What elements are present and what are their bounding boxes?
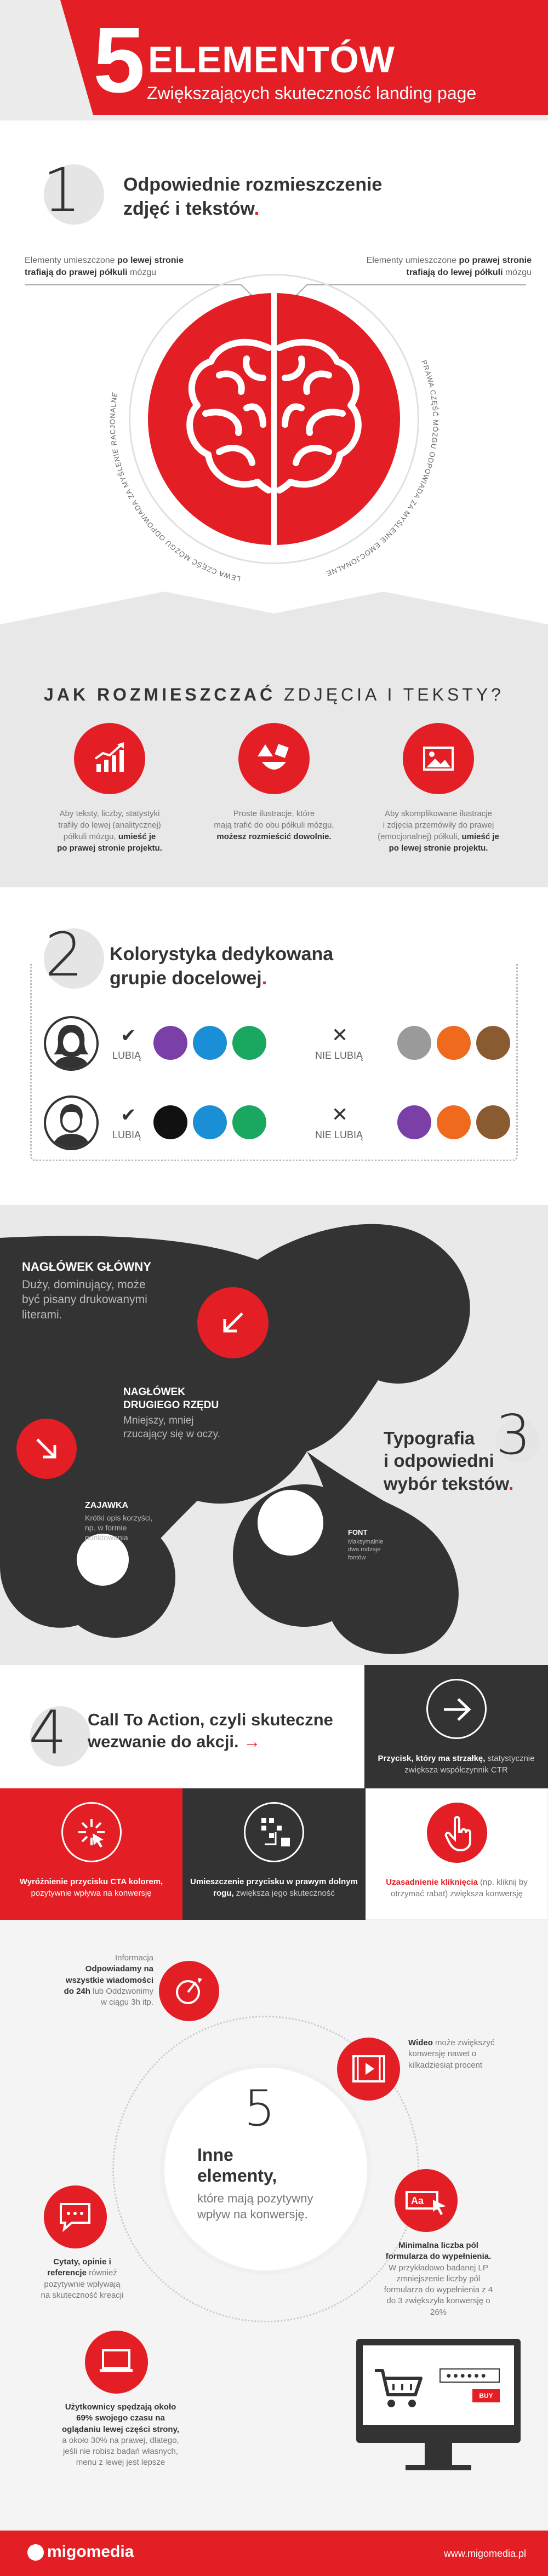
section-number: 1 [43, 155, 81, 225]
swatch-grey [397, 1026, 431, 1060]
swatch-brown [476, 1026, 510, 1060]
note-right: Elementy umieszczone po prawej stronie trafiają do lewej półkuli mózgu [366, 256, 532, 277]
section-title [123, 173, 382, 221]
section-image-text-placement [0, 121, 548, 630]
header-subtitle: Zwiększających skuteczność landing page [147, 83, 477, 103]
cart-icon [374, 2367, 423, 2411]
swatch-blue [193, 1105, 227, 1139]
colors-row-male [44, 1095, 515, 1150]
cross-icon: ✕ [332, 1024, 349, 1046]
logo-mark-icon [27, 2544, 44, 2561]
cta-color-box [0, 1788, 182, 1920]
howto-text-3: Aby skomplikowane ilustracje i zdjęcia przemówiły do prawej (emocjonalnej) półkuli, umieść je po lewej stronie projektu. [378, 809, 499, 853]
monitor-screen [363, 2345, 514, 2425]
section-other-elements [0, 1920, 548, 2576]
reviews-text: Cytaty, opinie i referencje również pozytywnie wpływają na skuteczność kreacji [41, 2257, 124, 2300]
lead-label: ZAJAWKA [85, 1501, 129, 1510]
footer-logo[interactable]: migomedia [27, 2543, 134, 2561]
cross-icon: ✕ [332, 1103, 349, 1126]
h1-desc: Duży, dominujący, może być pisany drukowanymi literami. [22, 1278, 147, 1321]
note-left: Elementy umieszczone po lewej stronie trafiają do prawej półkuli mózgu [25, 256, 184, 277]
white-circle-dot [258, 1490, 323, 1556]
section-title-line1: Odpowiednie rozmieszczenie [123, 174, 383, 195]
section-colors [0, 898, 548, 1205]
form-fields-text: Minimalna liczba pól formularza do wypełnienia. W przykładowo badanej LP zmniejszenie liczby pól formularza do wypełnienia z 4 do 3 zwiększyła konwersję o 26% [384, 2241, 493, 2317]
section-title: Typografia i odpowiedni wybór tekstów . [384, 1427, 513, 1495]
curved-labels [66, 263, 482, 603]
clock-arrow-icon [159, 1961, 219, 2021]
svg-text:PRAWA CZĘŚĆ MÓZGU ODPOWIADA ZA [325, 359, 439, 578]
swatch-green [232, 1105, 266, 1139]
like-label: LUBIĄ [112, 1129, 141, 1140]
swatch-blue [193, 1026, 227, 1060]
buy-button[interactable]: BUY [472, 2389, 500, 2402]
swatch-purple [397, 1105, 431, 1139]
header-number: 5 [93, 8, 145, 112]
curve-label-left: LEWA CZĘŚĆ MÓZGU ODPOWIADA ZA MYŚLENIE RACJONALNE [108, 391, 242, 583]
hand-click-icon [427, 1803, 487, 1863]
colors-row-female [44, 1016, 515, 1071]
cta-position-text: Umieszczenie przycisku w prawym dolnym rogu, zwiększa jego skuteczność [190, 1877, 358, 1898]
cta-arrow-text: Przycisk, który ma strzałkę, statystycznie zwiększa współczynnik CTR [378, 1754, 535, 1775]
header-title: ELEMENTÓW [148, 39, 395, 81]
section-typography [0, 1205, 548, 1665]
cta-reason-text: Uzasadnienie kliknięcia (np. kliknij by otrzymać rabat) zwiększa konwersję [386, 1878, 528, 1898]
cta-reason-box [366, 1788, 548, 1920]
male-avatar-icon [44, 1095, 99, 1150]
swatch-black [153, 1105, 187, 1139]
swatch-orange [437, 1026, 471, 1060]
footer-url[interactable]: www.migomedia.pl [443, 2548, 526, 2559]
check-icon: ✔ [121, 1025, 136, 1046]
password-field: ●●●●●● [439, 2368, 500, 2383]
font-desc: Maksymalnie dwa rodzaje fontów [348, 1539, 384, 1561]
dislike-label: NIE LUBIĄ [315, 1050, 363, 1061]
svg-text:LEWA CZĘŚĆ MÓZGU ODPOWIADA ZA [109, 391, 242, 583]
center-desc: które mają pozytywny wpływ na konwersję . [197, 2191, 340, 2222]
howto-text-2: Proste ilustracje, które mają trafić do obu półkuli mózgu, możesz rozmieścić dowolnie. [214, 809, 334, 841]
footer [0, 2531, 548, 2576]
arrow-right-icon [426, 1679, 487, 1739]
corner-position-icon [244, 1802, 304, 1862]
section-number: 4 [28, 1697, 67, 1768]
section-how-to-place [0, 630, 548, 887]
swatch-brown [476, 1105, 510, 1139]
section-title: Call To Action, czyli skuteczne wezwanie do akcji. → [88, 1710, 333, 1752]
section-title: Kolorystyka dedykowana grupie docelowej . [110, 942, 333, 990]
highlight-click-icon [61, 1802, 122, 1862]
chat-bubble-icon [44, 2185, 107, 2248]
h1-label: NAGŁÓWEK GŁÓWNY [22, 1260, 151, 1273]
swatch-purple [153, 1026, 187, 1060]
swatch-orange [437, 1105, 471, 1139]
font-label: FONT [348, 1528, 368, 1536]
lead-desc: Krótki opis korzyści, np. w formie punktowania [85, 1513, 153, 1542]
chart-icon [74, 723, 145, 794]
svg-text:Aa: Aa [411, 2195, 424, 2206]
monitor [356, 2339, 521, 2443]
center-title: Inne elementy, [197, 2145, 277, 2186]
image-icon [403, 723, 474, 794]
laptop-icon [85, 2331, 148, 2394]
form-field-icon [395, 2169, 458, 2232]
arrow-down-left-icon [197, 1287, 269, 1358]
cta-color-text: Wyróżnienie przycisku CTA kolorem, pozytywnie wpływa na konwersję [19, 1877, 163, 1898]
h2-desc: Mniejszy, mniej rzucający się w oczy. [123, 1415, 221, 1440]
like-label: LUBIĄ [112, 1050, 141, 1061]
shapes-icon [238, 723, 310, 794]
check-icon: ✔ [121, 1105, 136, 1126]
video-text: Wideo może zwiększyć konwersję nawet o kilkadziesiąt procent [408, 2038, 495, 2070]
howto-title: JAK ROZMIESZCZAĆ ZDJĘCIA I TEKSTY? [44, 685, 504, 704]
female-avatar-icon [44, 1016, 99, 1071]
curve-label-right: PRAWA CZĘŚĆ MÓZGU ODPOWIADA ZA MYŚLENIE EMOCJONALNE [325, 359, 440, 578]
monitor-base [406, 2465, 471, 2470]
video-icon [337, 2038, 400, 2101]
swatch-green [232, 1026, 266, 1060]
h2-label: NAGŁÓWEK DRUGIEGO RZĘDU [123, 1386, 219, 1411]
section-number: 2 [45, 920, 83, 990]
monitor-stand [425, 2443, 452, 2465]
section-number: 5 [244, 2080, 276, 2137]
section-cta [0, 1665, 548, 1920]
dislike-label: NIE LUBIĄ [315, 1129, 363, 1140]
time-text: Użytkownicy spędzają około 69% swojego czasu na oglądaniu lewej części strony, a około 30% na prawej, dlatego, jeśli nie robisz badań własnych, menu z lewej jest lepsze [62, 2402, 179, 2468]
info-text: Informacja Odpowiadamy na wszystkie wiadomości do 24h lub Oddzwonimy w ciągu 3h itp. [64, 1953, 153, 2007]
arrow-down-right-icon [16, 1419, 77, 1479]
section-number: 3 [496, 1403, 531, 1467]
howto-text-1: Aby teksty, liczby, statystyki trafiły do lewej (analitycznej) półkuli mózgu, umieść je po prawej stronie projektu. [57, 809, 162, 853]
cta-arrow-box [364, 1665, 548, 1788]
section-title-line2: zdjęć i tekstów . [123, 198, 259, 219]
cta-position-box [182, 1788, 366, 1920]
